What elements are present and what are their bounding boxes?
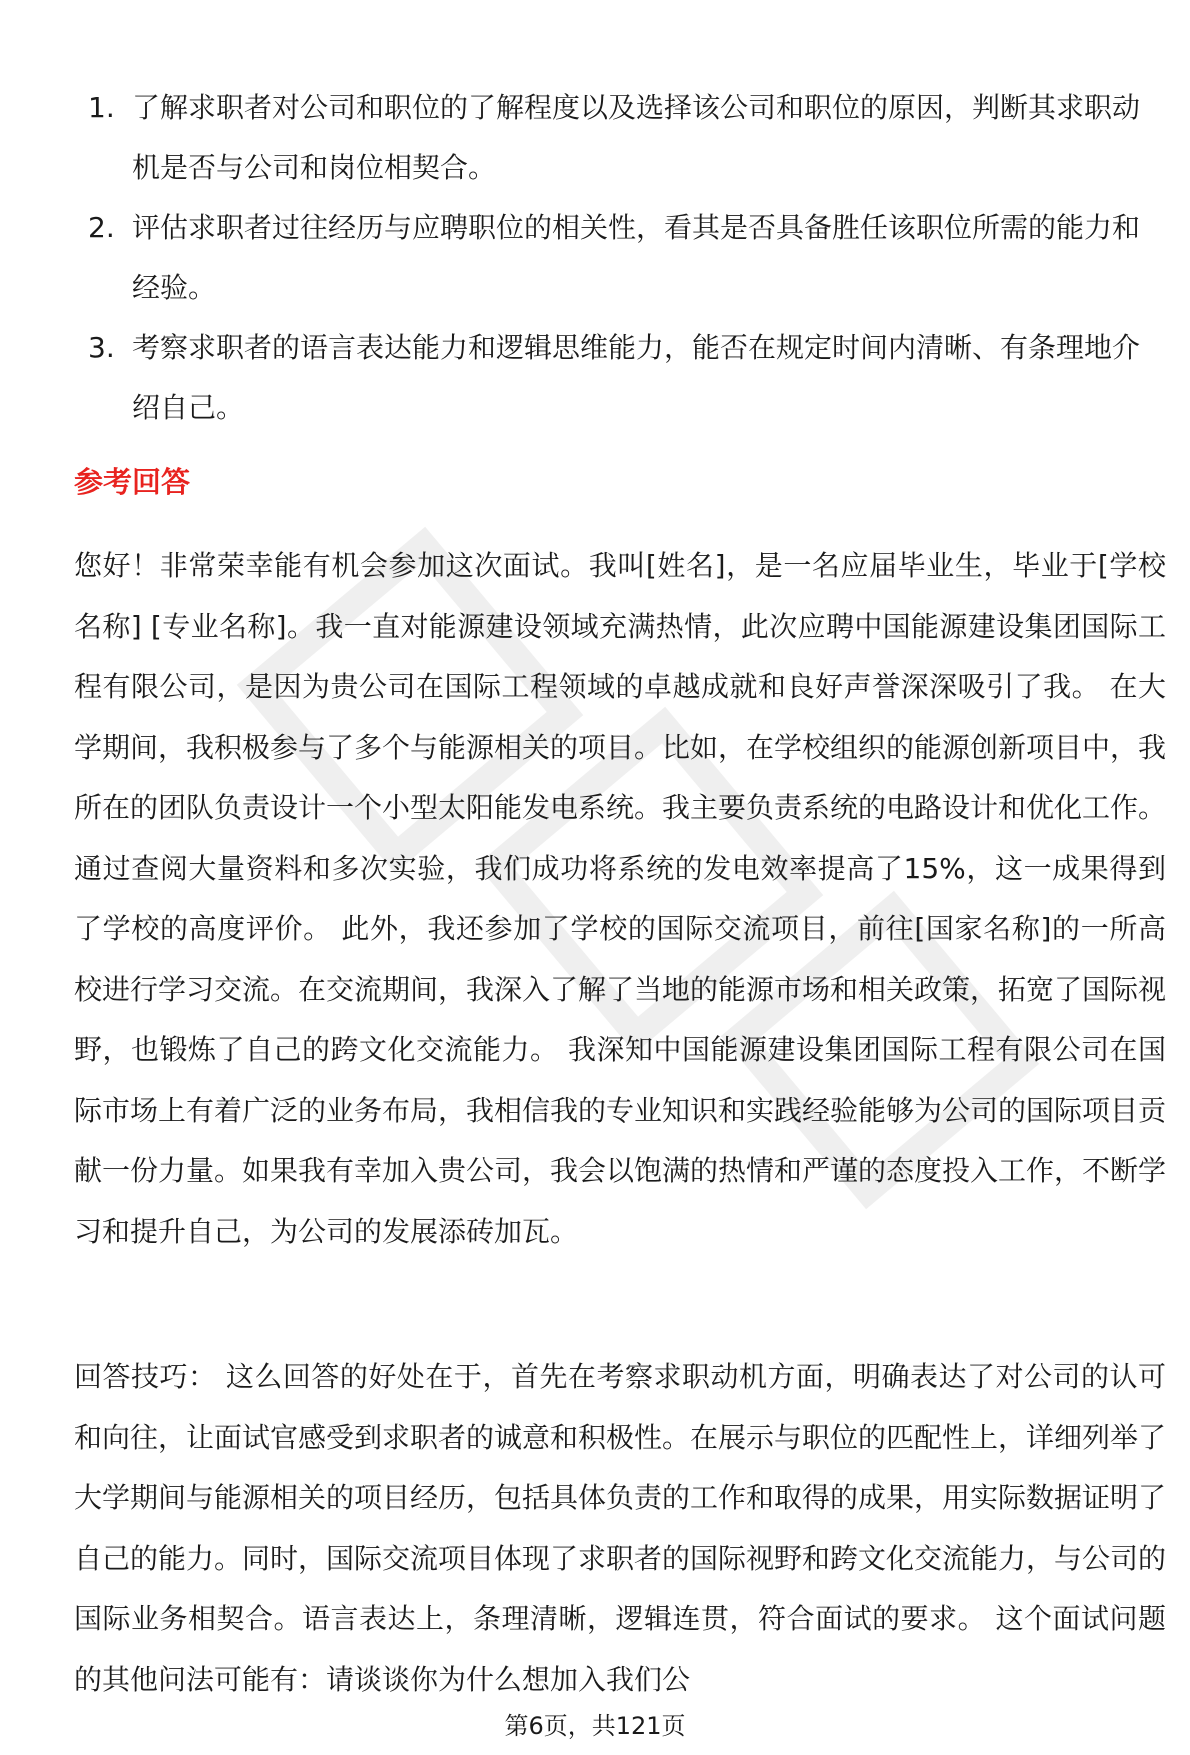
list-text: 评估求职者过往经历与应聘职位的相关性，看其是否具备胜任该职位所需的能力和经验。 (132, 211, 1141, 304)
criteria-list (88, 78, 1164, 438)
list-text: 了解求职者对公司和职位的了解程度以及选择该公司和职位的原因，判断其求职动机是否与公司和岗位相契合。 (132, 91, 1141, 184)
list-number: 1. (88, 91, 115, 124)
list-text: 考察求职者的语言表达能力和逻辑思维能力，能否在规定时间内清晰、有条理地介绍自己。 (132, 331, 1141, 424)
list-number: 2. (88, 211, 115, 244)
page-footer: 第6页，共121页 (504, 1712, 686, 1740)
list-item (88, 318, 1164, 438)
answer-paragraph: 您好！非常荣幸能有机会参加这次面试。我叫[姓名]，是一名应届毕业生，毕业于[学校名称] [专业名称]。我一直对能源建设领域充满热情，此次应聘中国能源建设集团国际工程有限公司，是因为贵公司在国际工程领域的卓越成就和良好声誉深深吸引了我。 在大学期间，我积极参与了多个与能源相关的项目。比如，在学校组织的能源创新项目中，我所在的团队负责设计一个小型太阳能发电系统。我主要负责系统的电路设计和优化工作。通过查阅大量资料和多次实验，我们成功将系统的发电效率提高了15%，这一成果得到了学校的高度评价。 此外，我还参加了学校的国际交流项目，前往[国家名称]的一所高校进行学习交流。在交流期间，我深入了解了当地的能源市场和相关政策，拓宽了国际视野，也锻炼了自己的跨文化交流能力。 我深知中国能源建设集团国际工程有限公司在国际市场上有着广泛的业务布局，我相信我的专业知识和实践经验能够为公司的国际项目贡献一份力量。如果我有幸加入贵公司，我会以饱满的热情和严谨的态度投入工作，不断学习和提升自己，为公司的发展添砖加瓦。 (74, 549, 1167, 1248)
section-title: 参考回答 (74, 465, 191, 499)
list-item (88, 78, 1164, 198)
list-number: 3. (88, 331, 115, 364)
list-item (88, 198, 1164, 318)
tips-paragraph: 回答技巧： 这么回答的好处在于，首先在考察求职动机方面，明确表达了对公司的认可和向往，让面试官感受到求职者的诚意和积极性。在展示与职位的匹配性上，详细列举了大学期间与能源相关的项目经历，包括具体负责的工作和取得的成果，用实际数据证明了自己的能力。同时，国际交流项目体现了求职者的国际视野和跨文化交流能力，与公司的国际业务相契合。语言表达上，条理清晰，逻辑连贯，符合面试的要求。 这个面试问题的其他问法可能有：请谈谈你为什么想加入我们公 (74, 1360, 1167, 1696)
